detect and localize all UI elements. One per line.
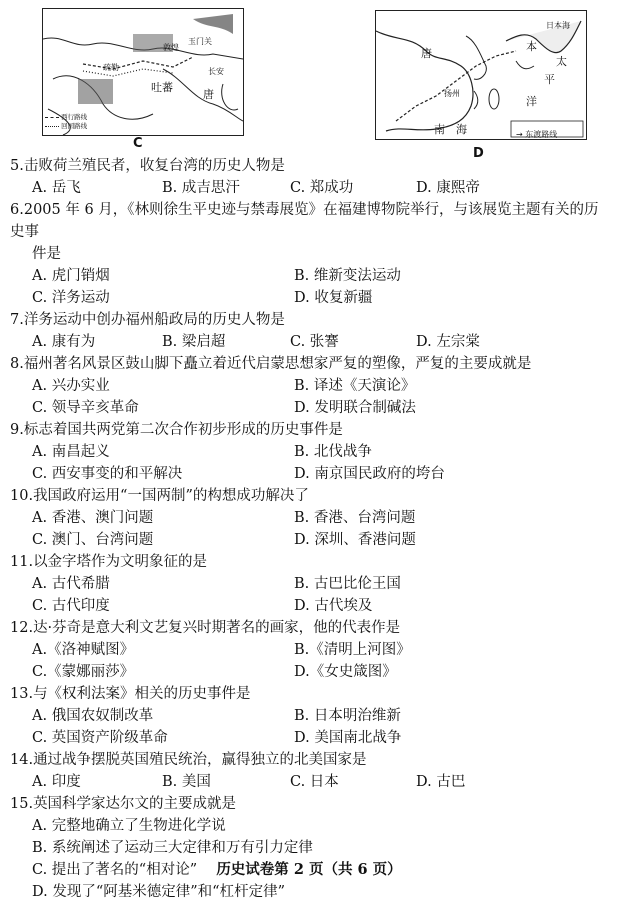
question-6 [0,199,618,309]
question-text: 标志着国共两党第二次合作初步形成的历史事件是 [23,422,343,438]
question-stem [10,793,608,815]
question-number: 12. [10,620,34,636]
answer-option-a[interactable]: A. 印度 [32,774,81,790]
map-c-label-dunhuang: 敦煌 [163,43,179,52]
answer-option-d[interactable]: D. 古巴 [416,774,466,790]
answer-option-a[interactable]: A. 虎门销烟 [32,268,110,284]
question-text: 与《权利法案》相关的历史事件是 [33,686,251,702]
question-number: 10. [10,488,34,504]
map-d-label-japan: 本 [526,40,537,53]
map-d-label-sea-of-japan: 日本海 [546,21,570,30]
answer-option-b[interactable]: B. 梁启超 [162,334,226,350]
answer-option-b[interactable]: B. 维新变法运动 [294,268,401,284]
map-c-label-tang: 唐 [203,88,214,101]
options-row [10,771,608,793]
answer-option-a[interactable]: A. 古代希腊 [32,576,110,592]
answer-option-d[interactable]: D. 深圳、香港问题 [294,532,416,548]
answer-option-d[interactable]: D. 美国南北战争 [294,730,402,746]
options-row [10,397,608,419]
options-row [10,287,608,309]
options-row [10,727,608,749]
answer-option-b[interactable]: B. 成吉思汗 [162,180,240,196]
answer-option-a[interactable]: A. 兴办实业 [32,378,110,394]
options-row [10,661,608,683]
answer-option-d[interactable]: D. 古代埃及 [294,598,373,614]
question-stem [10,155,608,177]
answer-option-c[interactable]: C. 日本 [290,774,339,790]
options-row [10,705,608,727]
question-number: 9. [10,422,24,438]
answer-option-d[interactable]: D. 左宗棠 [416,334,480,350]
question-list [0,155,618,903]
map-d-label-ping: 平 [544,73,555,86]
question-9 [0,419,618,485]
question-text: 2005 年 6 月，《林则徐生平史迹与禁毒展览》在福建博物院举行，与该展览主题有关的历史事 [10,202,599,240]
map-d-label-hai: 海 [456,123,467,136]
answer-option-c[interactable]: C. 郑成功 [290,180,354,196]
map-c-caption: C [133,136,143,151]
answer-option-d[interactable]: D. 收复新疆 [294,290,373,306]
answer-option-b[interactable]: B. 香港、台湾问题 [294,510,416,526]
answer-option-c[interactable]: C. 提出了著名的“相对论” [32,862,198,878]
question-text: 以金字塔作为文明象征的是 [33,554,208,570]
answer-option-c[interactable]: C. 澳门、台湾问题 [32,532,154,548]
question-text: 福州著名风景区鼓山脚下矗立着近代启蒙思想家严复的塑像，严复的主要成就是 [23,356,532,372]
question-text: 达·芬奇是意大利文艺复兴时期著名的画家，他的代表作是 [33,620,401,636]
answer-option-a[interactable]: A. 完整地确立了生物进化学说 [32,818,226,834]
answer-option-b[interactable]: B. 日本明治维新 [294,708,401,724]
answer-option-c[interactable]: C. 西安事变的和平解决 [32,466,183,482]
answer-option-a[interactable]: A. 南昌起义 [32,444,110,460]
answer-option-d[interactable]: D. 康熙帝 [416,180,480,196]
question-8 [0,353,618,419]
answer-option-b[interactable]: B. 系统阐述了运动三大定律和万有引力定律 [32,840,313,856]
map-c-legend-return: 回国路线 [61,122,88,130]
options-row [10,177,608,199]
answer-option-a[interactable]: A. 香港、澳门问题 [32,510,154,526]
answer-option-a[interactable]: A. 康有为 [32,334,96,350]
map-d-label-yangzhou: 扬州 [444,89,460,98]
question-number: 6. [10,202,24,218]
question-stem [10,419,608,441]
question-stem [10,683,608,705]
question-number: 14. [10,752,34,768]
question-text-continued: 件是 [32,246,61,262]
question-11 [0,551,618,617]
answer-option-c[interactable]: C. 洋务运动 [32,290,110,306]
answer-option-c[interactable]: C. 古代印度 [32,598,110,614]
answer-option-a[interactable]: A.《洛神赋图》 [32,642,135,658]
question-stem [10,353,608,375]
map-d-label-yang: 洋 [526,95,537,108]
options-row [10,331,608,353]
question-5 [0,155,618,199]
question-stem [10,485,608,507]
options-row [10,375,608,397]
answer-option-b[interactable]: B. 美国 [162,774,211,790]
answer-option-c[interactable]: C. 英国资产阶级革命 [32,730,168,746]
map-d-legend: → 东渡路线 [516,130,558,139]
options-row [10,529,608,551]
question-stem [10,309,608,331]
options-row [10,463,608,485]
map-d-caption: D [473,146,484,161]
page-footer: 历史试卷第 2 页（共 6 页） [216,861,402,878]
answer-option-c[interactable]: C.《蒙娜丽莎》 [32,664,135,680]
answer-option-d[interactable]: D. 南京国民政府的垮台 [294,466,445,482]
answer-option-a[interactable]: A. 俄国农奴制改革 [32,708,154,724]
options-row [10,595,608,617]
map-d-label-tai: 太 [556,55,567,68]
answer-option-c[interactable]: C. 领导辛亥革命 [32,400,139,416]
map-c-legend [45,113,87,131]
map-d-label-tang: 唐 [421,47,432,60]
map-d [375,10,587,140]
question-text: 我国政府运用“一国两制”的构想成功解决了 [33,488,309,504]
map-c [42,8,244,136]
answer-option-a[interactable]: A. 岳飞 [32,180,81,196]
question-text: 英国科学家达尔文的主要成就是 [33,796,237,812]
question-stem [10,551,608,573]
question-number: 7. [10,312,24,328]
question-text: 洋务运动中创办福州船政局的历史人物是 [23,312,285,328]
answer-option-b[interactable]: B. 北伐战争 [294,444,372,460]
question-text: 击败荷兰殖民者，收复台湾的历史人物是 [23,158,285,174]
map-d-legend-text: 东渡路线 [525,130,558,139]
map-c-label-tubo: 吐蕃 [151,81,173,94]
question-stem [10,199,608,243]
answer-option-d[interactable]: D.《女史箴图》 [294,664,397,680]
map-d-label-nan: 南 [434,123,445,136]
question-number: 5. [10,158,24,174]
options-row [10,507,608,529]
question-12 [0,617,618,683]
options-row [10,441,608,463]
answer-option-d[interactable]: D. 发明联合制碱法 [294,400,416,416]
question-stem [10,617,608,639]
answer-option-b[interactable]: B.《清明上河图》 [294,642,411,658]
options-row [10,639,608,661]
question-stem [10,749,608,771]
question-7 [0,309,618,353]
options-row [10,573,608,595]
question-14 [0,749,618,793]
question-13 [0,683,618,749]
maps-area [0,0,618,160]
question-number: 8. [10,356,24,372]
question-number: 15. [10,796,34,812]
map-c-label-shule: 疏勒 [103,63,119,72]
question-number: 13. [10,686,34,702]
question-number: 11. [10,554,34,570]
map-c-label-changan: 长安 [208,67,224,76]
options-row [10,265,608,287]
question-10 [0,485,618,551]
answer-option-b[interactable]: B. 译述《天演论》 [294,378,416,394]
map-c-legend-west: 西行路线 [61,113,88,121]
answer-option-c[interactable]: C. 张謇 [290,334,339,350]
question-text: 通过战争摆脱英国殖民统治，赢得独立的北美国家是 [33,752,367,768]
map-c-label-yumenguan: 玉门关 [188,37,212,46]
answer-option-b[interactable]: B. 古巴比伦王国 [294,576,401,592]
answer-option-d[interactable]: D. 发现了“阿基米德定律”和“杠杆定律” [32,884,285,900]
